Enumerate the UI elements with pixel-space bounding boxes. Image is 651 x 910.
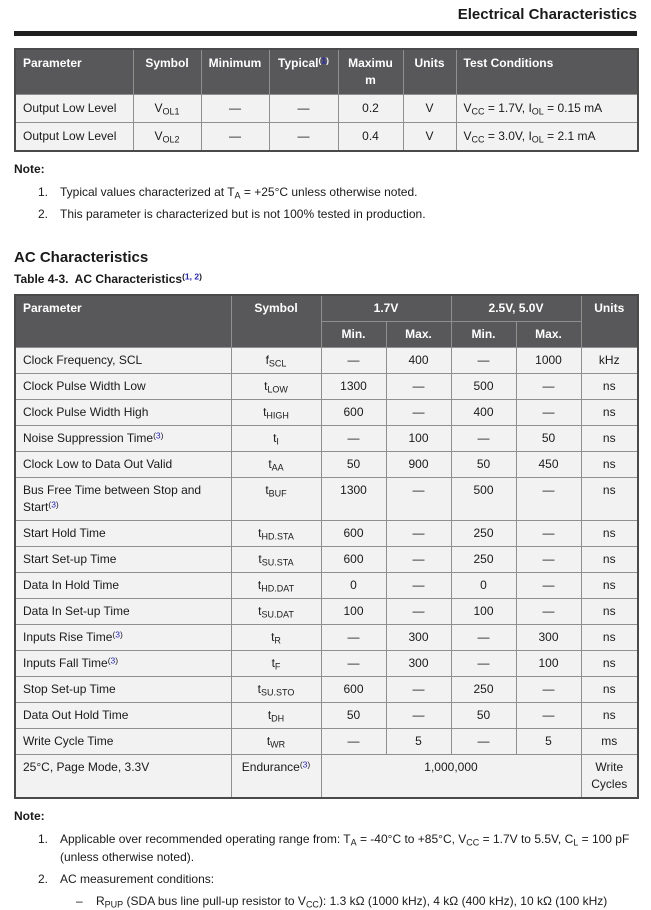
cell-symbol: $t_{DH}$ — [231, 703, 321, 729]
cell-2v5-5v0-min: — — [451, 426, 516, 452]
note-label: Note: — [14, 809, 45, 823]
cell-2v5-5v0-min: 50 — [451, 703, 516, 729]
cell-minimum: — — [201, 123, 269, 152]
table-row — [15, 651, 638, 677]
cell-parameter: Bus Free Time between Stop and Start$^{(3)}$ — [15, 478, 231, 521]
cell-symbol: $f_{SCL}$ — [231, 348, 321, 374]
cell-1v7-min: 600 — [321, 521, 386, 547]
cell-parameter: Data In Set-up Time — [15, 599, 231, 625]
note-items — [14, 830, 637, 910]
note-item — [38, 183, 637, 201]
cell-parameter: Clock Pulse Width Low — [15, 374, 231, 400]
dc-note — [14, 161, 637, 223]
cell-symbol: Endurance$^{(3)}$ — [231, 755, 321, 799]
header-cell: Typical$^{(1)}$ — [269, 49, 338, 95]
cell-2v5-5v0-max: 100 — [516, 651, 581, 677]
cell-2v5-5v0-min: 0 — [451, 573, 516, 599]
note-number: 2. — [38, 872, 49, 886]
cell-typical: — — [269, 95, 338, 123]
cell-maximum: 0.4 — [338, 123, 403, 152]
cell-merged-value: 1,000,000 — [321, 755, 581, 799]
note-text: Applicable over recommended operating range from: $T_A = -40^\circ C$ to +85°C, $V_{CC} = 1.7V$ to 5.5V, $C_L = 100$ pF (unless otherwise noted). — [60, 832, 630, 864]
ac-characteristics-table — [14, 294, 639, 799]
note-label: Note: — [14, 162, 45, 176]
table-row — [15, 677, 638, 703]
cell-1v7-min: — — [321, 651, 386, 677]
cell-2v5-5v0-min: 250 — [451, 677, 516, 703]
cell-2v5-5v0-max: — — [516, 374, 581, 400]
header-cell: Max. — [516, 322, 581, 348]
cell-2v5-5v0-min: — — [451, 348, 516, 374]
cell-symbol: $t_{BUF}$ — [231, 478, 321, 521]
cell-parameter: Noise Suppression Time$^{(3)}$ — [15, 426, 231, 452]
cell-1v7-max: — — [386, 400, 451, 426]
cell-1v7-max: — — [386, 521, 451, 547]
table-row — [15, 478, 638, 521]
cell-units: ns — [581, 599, 638, 625]
cell-parameter: Clock Frequency, SCL — [15, 348, 231, 374]
cell-units: ns — [581, 703, 638, 729]
cell-parameter: Inputs Fall Time$^{(3)}$ — [15, 651, 231, 677]
header-cell: Max. — [386, 322, 451, 348]
cell-parameter: Start Hold Time — [15, 521, 231, 547]
header-cell: Units — [403, 49, 456, 95]
table-row — [15, 95, 638, 123]
cell-1v7-min: — — [321, 625, 386, 651]
cell-symbol: $t_{WR}$ — [231, 729, 321, 755]
cell-1v7-min: — — [321, 729, 386, 755]
table-row — [15, 400, 638, 426]
cell-2v5-5v0-max: 450 — [516, 452, 581, 478]
note-subitem — [76, 892, 637, 910]
cell-symbol: $t_{AA}$ — [231, 452, 321, 478]
cell-1v7-max: 5 — [386, 729, 451, 755]
cell-2v5-5v0-max: 1000 — [516, 348, 581, 374]
cell-2v5-5v0-max: — — [516, 400, 581, 426]
cell-1v7-max: 300 — [386, 651, 451, 677]
cell-2v5-5v0-max: — — [516, 521, 581, 547]
cell-parameter: Data In Hold Time — [15, 573, 231, 599]
table-row — [15, 374, 638, 400]
cell-1v7-max: — — [386, 374, 451, 400]
cell-1v7-min: — — [321, 348, 386, 374]
cell-1v7-min: 600 — [321, 677, 386, 703]
cell-units: ns — [581, 374, 638, 400]
header-cell: Test Conditions — [456, 49, 638, 95]
note-items — [14, 183, 637, 223]
cell-parameter: Clock Pulse Width High — [15, 400, 231, 426]
header-cell: Symbol — [231, 295, 321, 348]
cell-symbol: $t_{HD.DAT}$ — [231, 573, 321, 599]
cell-parameter: Data Out Hold Time — [15, 703, 231, 729]
cell-1v7-min: 1300 — [321, 478, 386, 521]
dc-characteristics-table — [14, 48, 639, 152]
cell-maximum: 0.2 — [338, 95, 403, 123]
cell-symbol: $t_{HD.STA}$ — [231, 521, 321, 547]
table-row — [15, 123, 638, 152]
cell-units: ms — [581, 729, 638, 755]
note-item — [38, 830, 637, 866]
header-row — [15, 295, 638, 322]
cell-symbol: $t_{SU.STO}$ — [231, 677, 321, 703]
cell-2v5-5v0-min: — — [451, 625, 516, 651]
header-cell: Minimum — [201, 49, 269, 95]
cell-symbol: $t_F$ — [231, 651, 321, 677]
table-row — [15, 426, 638, 452]
ac-section-heading: AC Characteristics — [14, 249, 149, 266]
cell-units: ns — [581, 478, 638, 521]
cell-2v5-5v0-max: — — [516, 547, 581, 573]
table-row — [15, 573, 638, 599]
cell-1v7-max: — — [386, 599, 451, 625]
cell-units: ns — [581, 651, 638, 677]
cell-1v7-max: 300 — [386, 625, 451, 651]
note-item — [38, 870, 637, 888]
table-row — [15, 348, 638, 374]
cell-1v7-max: — — [386, 547, 451, 573]
table-row — [15, 755, 638, 799]
note-item — [38, 205, 637, 223]
cell-units: ns — [581, 677, 638, 703]
table-row — [15, 729, 638, 755]
table-row — [15, 703, 638, 729]
header-cell: Parameter — [15, 295, 231, 348]
cell-symbol: $t_{SU.STA}$ — [231, 547, 321, 573]
note-text: This parameter is characterized but is not 100% tested in production. — [60, 207, 426, 221]
cell-1v7-max: 900 — [386, 452, 451, 478]
cell-2v5-5v0-min: 250 — [451, 521, 516, 547]
cell-2v5-5v0-max: 300 — [516, 625, 581, 651]
cell-1v7-max: 400 — [386, 348, 451, 374]
note-text: AC measurement conditions: — [60, 872, 215, 886]
cell-2v5-5v0-max: — — [516, 478, 581, 521]
dash-marker: – — [76, 894, 83, 908]
header-row — [15, 49, 638, 95]
header-cell: Symbol — [133, 49, 201, 95]
cell-2v5-5v0-max: — — [516, 573, 581, 599]
cell-parameter: Output Low Level — [15, 95, 133, 123]
table-row — [15, 452, 638, 478]
cell-2v5-5v0-max: — — [516, 677, 581, 703]
cell-symbol: $t_{SU.DAT}$ — [231, 599, 321, 625]
cell-test-conditions: $V_{CC} = 3.0V$, $I_{OL} = 2.1$ mA — [456, 123, 638, 152]
cell-units: V — [403, 123, 456, 152]
cell-symbol: $t_I$ — [231, 426, 321, 452]
cell-parameter: Stop Set-up Time — [15, 677, 231, 703]
cell-symbol: $t_R$ — [231, 625, 321, 651]
table-row — [15, 547, 638, 573]
ac-table-caption: Table 4-3. AC Characteristics$^{(1, 2)}$ — [14, 271, 202, 286]
cell-units: ns — [581, 573, 638, 599]
cell-test-conditions: $V_{CC} = 1.7V$, $I_{OL} = 0.15$ mA — [456, 95, 638, 123]
cell-units: kHz — [581, 348, 638, 374]
note-number: 1. — [38, 832, 49, 846]
cell-2v5-5v0-min: 250 — [451, 547, 516, 573]
cell-1v7-max: — — [386, 478, 451, 521]
header-cell: Parameter — [15, 49, 133, 95]
cell-parameter: Inputs Rise Time$^{(3)}$ — [15, 625, 231, 651]
title-rule — [14, 31, 637, 36]
cell-1v7-min: 50 — [321, 452, 386, 478]
cell-symbol: $t_{HIGH}$ — [231, 400, 321, 426]
cell-parameter: Write Cycle Time — [15, 729, 231, 755]
cell-2v5-5v0-min: 500 — [451, 478, 516, 521]
table-row — [15, 599, 638, 625]
cell-2v5-5v0-min: 500 — [451, 374, 516, 400]
cell-2v5-5v0-max: — — [516, 599, 581, 625]
note-number: 1. — [38, 185, 49, 199]
table-row — [15, 521, 638, 547]
cell-1v7-min: — — [321, 426, 386, 452]
cell-symbol: $V_{OL2}$ — [133, 123, 201, 152]
cell-2v5-5v0-min: — — [451, 729, 516, 755]
table-row — [15, 625, 638, 651]
cell-1v7-max: — — [386, 677, 451, 703]
header-cell: 2.5V, 5.0V — [451, 295, 581, 322]
cell-minimum: — — [201, 95, 269, 123]
page-title: Electrical Characteristics — [457, 6, 637, 23]
cell-2v5-5v0-min: 100 — [451, 599, 516, 625]
cell-1v7-min: 50 — [321, 703, 386, 729]
cell-2v5-5v0-min: 50 — [451, 452, 516, 478]
cell-units: ns — [581, 547, 638, 573]
header-cell: 1.7V — [321, 295, 451, 322]
cell-units: Write Cycles — [581, 755, 638, 799]
cell-typical: — — [269, 123, 338, 152]
note-text: Typical values characterized at $T_A = +25^\circ C$ unless otherwise noted. — [60, 185, 418, 201]
cell-1v7-min: 600 — [321, 547, 386, 573]
cell-units: V — [403, 95, 456, 123]
note-number: 2. — [38, 207, 49, 221]
cell-1v7-min: 1300 — [321, 374, 386, 400]
cell-1v7-max: — — [386, 573, 451, 599]
header-cell: Min. — [321, 322, 386, 348]
cell-units: ns — [581, 452, 638, 478]
cell-2v5-5v0-min: 400 — [451, 400, 516, 426]
cell-1v7-min: 0 — [321, 573, 386, 599]
header-cell: Maximum — [338, 49, 403, 95]
cell-2v5-5v0-min: — — [451, 651, 516, 677]
cell-parameter: Start Set-up Time — [15, 547, 231, 573]
cell-1v7-max: — — [386, 703, 451, 729]
cell-2v5-5v0-max: 5 — [516, 729, 581, 755]
cell-parameter: Clock Low to Data Out Valid — [15, 452, 231, 478]
cell-symbol: $t_{LOW}$ — [231, 374, 321, 400]
cell-units: ns — [581, 521, 638, 547]
cell-symbol: $V_{OL1}$ — [133, 95, 201, 123]
header-cell: Units — [581, 295, 638, 348]
cell-1v7-min: 100 — [321, 599, 386, 625]
note-text: $R_{PUP}$ (SDA bus line pull-up resistor to $V_{CC}$): 1.3 kΩ (1000 kHz), 4 kΩ (400 kHz), 10 kΩ (100 kHz) — [96, 894, 608, 910]
cell-2v5-5v0-max: — — [516, 703, 581, 729]
cell-1v7-max: 100 — [386, 426, 451, 452]
cell-units: ns — [581, 625, 638, 651]
ac-note — [14, 808, 637, 910]
cell-parameter: 25°C, Page Mode, 3.3V — [15, 755, 231, 799]
header-cell: Min. — [451, 322, 516, 348]
cell-units: ns — [581, 426, 638, 452]
cell-2v5-5v0-max: 50 — [516, 426, 581, 452]
cell-1v7-min: 600 — [321, 400, 386, 426]
cell-parameter: Output Low Level — [15, 123, 133, 152]
cell-units: ns — [581, 400, 638, 426]
